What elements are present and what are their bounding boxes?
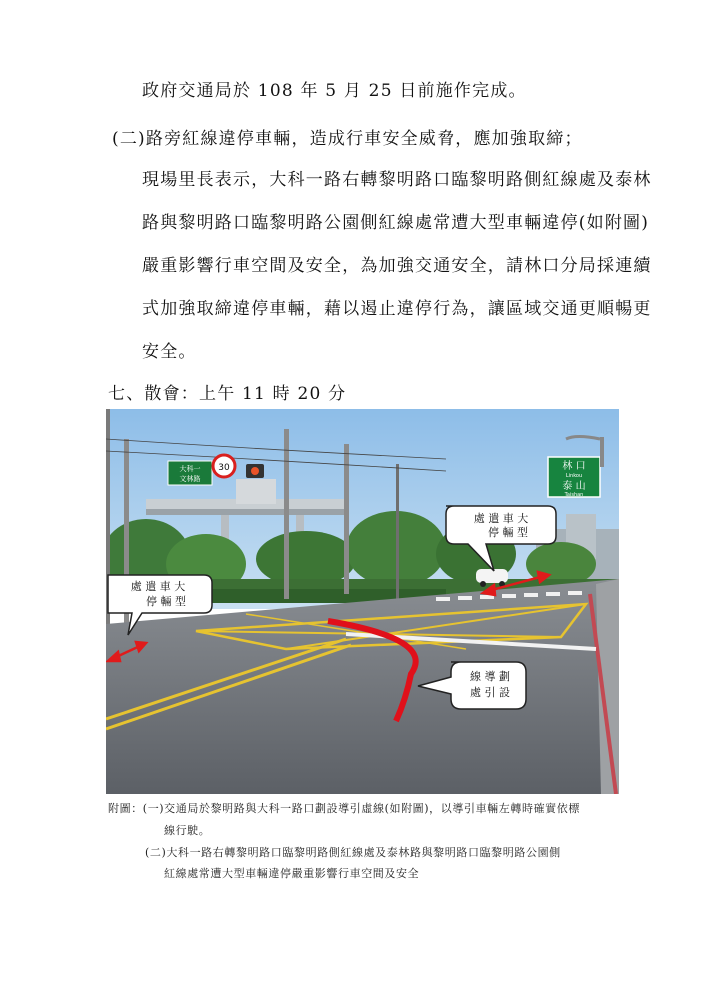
caption-line: (二)大科一路右轉黎明路口臨黎明路側紅線處及泰林路與黎明路口臨黎明路公園側 — [145, 846, 561, 859]
svg-text:線 導 劃: 線 導 劃 — [470, 670, 510, 683]
paragraph-line: 政府交通局於 108 年 5 月 25 日前施作完成。 — [142, 81, 527, 101]
svg-text:停 輛 型: 停 輛 型 — [488, 526, 528, 539]
sign-label: 林 口 — [562, 461, 586, 472]
sign-label: Taishan — [564, 492, 584, 498]
intersection-photo — [106, 409, 619, 794]
svg-text:處 遣 車 大: 處 遣 車 大 — [130, 580, 186, 593]
svg-text:處 遣 車 大: 處 遣 車 大 — [473, 512, 529, 525]
paragraph-line: 安全。 — [142, 342, 197, 362]
speed-limit-value: 30 — [218, 463, 230, 473]
paragraph-line: 式加強取締違停車輛，藉以遏止違停行為，讓區域交通更順暢更 — [142, 299, 652, 319]
section-7-heading: 七、散會：上午 11 時 20 分 — [108, 384, 347, 404]
paragraph-line: 現場里長表示，大科一路右轉黎明路口臨黎明路側紅線處及泰林 — [142, 170, 652, 190]
item-2-heading: (二)路旁紅線違停車輛，造成行車安全威脅，應加強取締； — [112, 129, 583, 149]
sign-label: Linkou — [565, 473, 583, 479]
svg-text:停 輛 型: 停 輛 型 — [146, 595, 186, 608]
caption-line: 紅線處常遭大型車輛違停嚴重影響行車空間及安全 — [164, 867, 420, 880]
sign-label: 文林路 — [179, 475, 201, 483]
caption-line: 附圖：(一)交通局於黎明路與大科一路口劃設導引虛線(如附圖)，以導引車輛左轉時確實依標 — [108, 802, 580, 815]
svg-text:處 引 設: 處 引 設 — [470, 686, 510, 699]
sign-label: 大科一 — [179, 465, 201, 473]
paragraph-line: 路與黎明路口臨黎明路公園側紅線處常遭大型車輛違停(如附圖) — [142, 213, 650, 233]
sign-label: 泰 山 — [562, 481, 586, 492]
paragraph-line: 嚴重影響行車空間及安全，為加強交通安全，請林口分局採連續 — [142, 256, 652, 276]
caption-line: 線行駛。 — [164, 824, 211, 837]
car — [476, 569, 508, 583]
